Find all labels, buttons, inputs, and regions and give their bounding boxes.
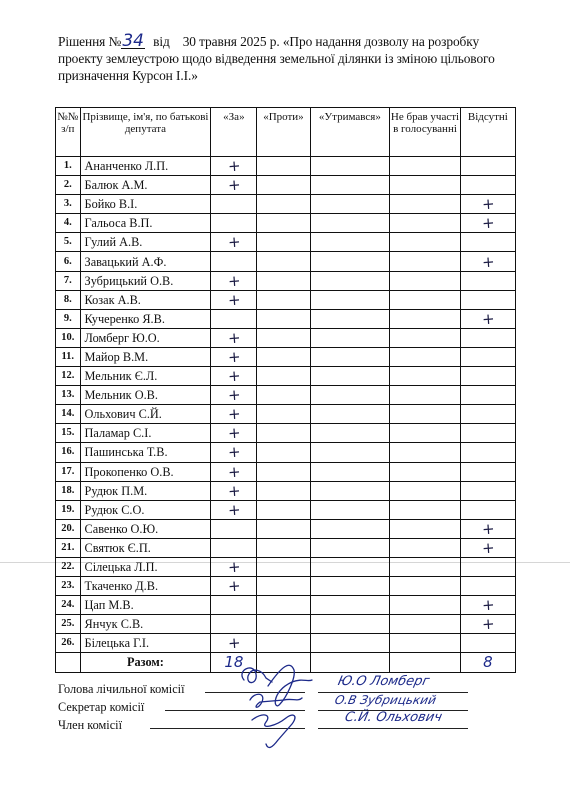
table-row xyxy=(56,271,516,290)
chair-label: Голова лічильної комісії xyxy=(58,682,185,696)
from-label: від xyxy=(153,34,170,49)
deputy-name: Ананченко Л.П. xyxy=(80,157,211,176)
row-number: 25. xyxy=(56,615,81,634)
vote-cell-not-voted xyxy=(390,481,461,500)
row-number: 17. xyxy=(56,462,81,481)
vote-cell-for xyxy=(211,557,257,576)
member-signature xyxy=(252,715,295,748)
vote-cell-absent xyxy=(460,328,515,347)
vote-cell-absent xyxy=(460,157,515,176)
row-number: 8. xyxy=(56,290,81,309)
vote-cell-not-voted xyxy=(390,443,461,462)
table-row xyxy=(56,634,516,653)
decision-title-part-1: «Про надання дозволу на розробку xyxy=(282,34,480,49)
deputy-name: Рудюк П.М. xyxy=(80,481,211,500)
table-row xyxy=(56,290,516,309)
vote-cell-absent xyxy=(460,290,515,309)
deputy-name: Пашинська Т.В. xyxy=(80,443,211,462)
vote-cell-against xyxy=(257,328,310,347)
vote-cell-absent xyxy=(460,577,515,596)
vote-mark: + xyxy=(226,443,241,462)
vote-cell-for xyxy=(211,519,257,538)
deputy-name: Мельник О.В. xyxy=(80,386,211,405)
row-number: 18. xyxy=(56,481,81,500)
vote-cell-against xyxy=(257,347,310,366)
member-name: С.Й. Ольхович xyxy=(343,710,444,725)
vote-cell-for xyxy=(211,424,257,443)
vote-mark: + xyxy=(480,309,495,329)
vote-cell-for xyxy=(211,176,257,195)
vote-cell-against xyxy=(257,233,310,252)
vote-cell-not-voted xyxy=(390,634,461,653)
col-header-not-voted: Не брав участі в голосуванні xyxy=(390,108,461,157)
vote-cell-absent xyxy=(460,271,515,290)
table-row xyxy=(56,519,516,538)
deputy-name: Сілецька Л.П. xyxy=(80,557,211,576)
vote-cell-for xyxy=(211,596,257,615)
deputy-name: Святюк Є.П. xyxy=(80,538,211,557)
table-row xyxy=(56,481,516,500)
vote-cell-abstain xyxy=(310,462,390,481)
vote-cell-against xyxy=(257,462,310,481)
vote-mark: + xyxy=(226,633,241,653)
row-number: 14. xyxy=(56,405,81,424)
table-row xyxy=(56,386,516,405)
deputy-name: Янчук С.В. xyxy=(80,615,211,634)
vote-cell-not-voted xyxy=(390,367,461,386)
vote-cell-not-voted xyxy=(390,500,461,519)
row-number: 24. xyxy=(56,596,81,615)
vote-cell-for xyxy=(211,462,257,481)
vote-cell-against xyxy=(257,596,310,615)
deputy-name: Цап М.В. xyxy=(80,596,211,615)
vote-cell-abstain xyxy=(310,347,390,366)
vote-cell-against xyxy=(257,309,310,328)
vote-cell-against xyxy=(257,252,310,271)
vote-cell-not-voted xyxy=(390,176,461,195)
heading-line-1 xyxy=(58,33,536,50)
vote-cell-not-voted xyxy=(390,577,461,596)
vote-cell-for xyxy=(211,634,257,653)
vote-cell-for xyxy=(211,347,257,366)
vote-cell-for xyxy=(211,577,257,596)
table-row xyxy=(56,577,516,596)
vote-cell-for xyxy=(211,481,257,500)
vote-cell-not-voted xyxy=(390,519,461,538)
vote-cell-absent xyxy=(460,443,515,462)
vote-cell-absent xyxy=(460,500,515,519)
vote-cell-abstain xyxy=(310,252,390,271)
vote-mark: + xyxy=(226,557,241,577)
vote-cell-not-voted xyxy=(390,233,461,252)
decision-date: 30 травня 2025 р. xyxy=(182,34,280,49)
deputy-name: Завацький А.Ф. xyxy=(80,252,211,271)
row-number: 12. xyxy=(56,367,81,386)
vote-cell-absent xyxy=(460,424,515,443)
vote-mark: + xyxy=(226,366,241,386)
signatures-image xyxy=(232,652,332,752)
row-number: 3. xyxy=(56,195,81,214)
vote-mark: + xyxy=(226,481,241,501)
table-row xyxy=(56,252,516,271)
vote-cell-absent xyxy=(460,481,515,500)
vote-cell-not-voted xyxy=(390,309,461,328)
row-number: 21. xyxy=(56,538,81,557)
vote-cell-not-voted xyxy=(390,195,461,214)
col-header-absent: Відсутні xyxy=(460,108,515,157)
row-number: 5. xyxy=(56,233,81,252)
vote-cell-against xyxy=(257,386,310,405)
vote-table xyxy=(55,107,516,673)
deputy-name: Козак А.В. xyxy=(80,290,211,309)
table-row xyxy=(56,424,516,443)
decision-number: 34 xyxy=(122,31,144,51)
vote-mark: + xyxy=(226,423,241,443)
vote-cell-abstain xyxy=(310,157,390,176)
vote-mark: + xyxy=(480,252,495,271)
deputy-name: Білецька Г.І. xyxy=(80,634,211,653)
col-header-no: №№ з/п xyxy=(56,108,81,157)
deputy-name: Ольхович С.Й. xyxy=(80,405,211,424)
vote-cell-abstain xyxy=(310,481,390,500)
row-number: 2. xyxy=(56,176,81,195)
col-header-name: Прізвище, ім'я, по батькові депутата xyxy=(80,108,211,157)
vote-mark: + xyxy=(480,194,495,214)
vote-cell-not-voted xyxy=(390,596,461,615)
vote-cell-for xyxy=(211,290,257,309)
row-number: 11. xyxy=(56,347,81,366)
vote-mark: + xyxy=(480,538,495,558)
vote-mark: + xyxy=(226,233,241,252)
vote-cell-absent xyxy=(460,596,515,615)
vote-cell-for xyxy=(211,309,257,328)
vote-cell-against xyxy=(257,443,310,462)
vote-mark: + xyxy=(226,500,241,520)
vote-cell-absent xyxy=(460,557,515,576)
vote-cell-abstain xyxy=(310,214,390,233)
vote-mark: + xyxy=(480,614,495,634)
chair-name: Ю.О Ломберг xyxy=(336,674,431,689)
vote-cell-absent xyxy=(460,252,515,271)
vote-cell-absent xyxy=(460,634,515,653)
row-number: 23. xyxy=(56,577,81,596)
decision-label: Рішення № xyxy=(58,34,122,49)
secretary-name: О.В Зубрицький xyxy=(333,693,438,707)
vote-mark: + xyxy=(226,404,241,424)
vote-cell-against xyxy=(257,538,310,557)
vote-cell-against xyxy=(257,405,310,424)
vote-cell-not-voted xyxy=(390,252,461,271)
vote-cell-abstain xyxy=(310,405,390,424)
vote-mark: + xyxy=(226,328,241,348)
vote-cell-absent xyxy=(460,519,515,538)
table-row xyxy=(56,538,516,557)
deputy-name: Рудюк С.О. xyxy=(80,500,211,519)
vote-cell-against xyxy=(257,157,310,176)
deputy-name: Балюк А.М. xyxy=(80,176,211,195)
vote-cell-abstain xyxy=(310,538,390,557)
col-header-against: «Проти» xyxy=(257,108,310,157)
vote-cell-against xyxy=(257,290,310,309)
row-number: 9. xyxy=(56,309,81,328)
vote-cell-abstain xyxy=(310,386,390,405)
vote-cell-absent xyxy=(460,386,515,405)
commission-block xyxy=(58,680,185,734)
vote-cell-absent xyxy=(460,615,515,634)
vote-mark: + xyxy=(480,213,495,233)
table-row xyxy=(56,309,516,328)
table-row xyxy=(56,405,516,424)
vote-cell-not-voted xyxy=(390,157,461,176)
row-number: 15. xyxy=(56,424,81,443)
vote-cell-for xyxy=(211,538,257,557)
table-row xyxy=(56,157,516,176)
vote-cell-not-voted xyxy=(390,347,461,366)
vote-mark: + xyxy=(226,156,241,176)
vote-cell-not-voted xyxy=(390,214,461,233)
vote-cell-for xyxy=(211,367,257,386)
member-label: Член комісії xyxy=(58,718,122,732)
vote-cell-not-voted xyxy=(390,424,461,443)
table-row xyxy=(56,443,516,462)
total-absent: 8 xyxy=(460,653,515,672)
col-header-abstain: «Утримався» xyxy=(310,108,390,157)
deputy-name: Паламар С.І. xyxy=(80,424,211,443)
vote-table-body xyxy=(56,157,516,653)
vote-cell-absent xyxy=(460,347,515,366)
row-number: 19. xyxy=(56,500,81,519)
deputy-name: Майор В.М. xyxy=(80,347,211,366)
vote-cell-abstain xyxy=(310,328,390,347)
vote-cell-against xyxy=(257,176,310,195)
vote-cell-absent xyxy=(460,214,515,233)
vote-cell-abstain xyxy=(310,500,390,519)
table-row xyxy=(56,214,516,233)
secretary-label: Секретар комісії xyxy=(58,700,145,714)
vote-cell-against xyxy=(257,271,310,290)
vote-cell-not-voted xyxy=(390,615,461,634)
vote-mark: + xyxy=(480,519,495,539)
vote-cell-for xyxy=(211,405,257,424)
vote-cell-against xyxy=(257,557,310,576)
chair-signature xyxy=(242,668,272,683)
vote-cell-abstain xyxy=(310,443,390,462)
vote-cell-abstain xyxy=(310,634,390,653)
table-row xyxy=(56,500,516,519)
table-row xyxy=(56,233,516,252)
deputy-name: Гулий А.В. xyxy=(80,233,211,252)
table-row xyxy=(56,176,516,195)
heading-line-3: призначення Курсон І.І.» xyxy=(58,68,198,83)
deputy-name: Савенко О.Ю. xyxy=(80,519,211,538)
table-row xyxy=(56,328,516,347)
vote-cell-absent xyxy=(460,309,515,328)
row-number: 7. xyxy=(56,271,81,290)
vote-cell-abstain xyxy=(310,176,390,195)
vote-cell-not-voted xyxy=(390,538,461,557)
vote-cell-abstain xyxy=(310,290,390,309)
deputy-name: Прокопенко О.В. xyxy=(80,462,211,481)
vote-cell-against xyxy=(257,634,310,653)
vote-cell-against xyxy=(257,519,310,538)
vote-cell-abstain xyxy=(310,615,390,634)
vote-cell-against xyxy=(257,481,310,500)
vote-cell-against xyxy=(257,214,310,233)
row-number: 20. xyxy=(56,519,81,538)
vote-cell-not-voted xyxy=(390,328,461,347)
vote-mark: + xyxy=(226,175,241,195)
deputy-name: Гальоса В.П. xyxy=(80,214,211,233)
deputy-name: Зубрицький О.В. xyxy=(80,271,211,290)
deputy-name: Мельник Є.Л. xyxy=(80,367,211,386)
vote-cell-for xyxy=(211,500,257,519)
vote-cell-for xyxy=(211,252,257,271)
vote-cell-for xyxy=(211,615,257,634)
vote-cell-against xyxy=(257,424,310,443)
total-for: 18 xyxy=(211,653,257,672)
vote-cell-absent xyxy=(460,405,515,424)
vote-cell-not-voted xyxy=(390,557,461,576)
vote-cell-not-voted xyxy=(390,462,461,481)
vote-cell-abstain xyxy=(310,519,390,538)
vote-cell-absent xyxy=(460,367,515,386)
vote-cell-not-voted xyxy=(390,405,461,424)
vote-cell-for xyxy=(211,328,257,347)
vote-cell-not-voted xyxy=(390,290,461,309)
vote-cell-abstain xyxy=(310,577,390,596)
vote-cell-for xyxy=(211,195,257,214)
vote-cell-absent xyxy=(460,233,515,252)
vote-cell-absent xyxy=(460,195,515,214)
table-row xyxy=(56,462,516,481)
vote-mark: + xyxy=(226,385,241,405)
vote-cell-not-voted xyxy=(390,271,461,290)
deputy-name: Бойко В.І. xyxy=(80,195,211,214)
vote-cell-abstain xyxy=(310,309,390,328)
vote-cell-abstain xyxy=(310,557,390,576)
table-row xyxy=(56,557,516,576)
vote-cell-against xyxy=(257,500,310,519)
vote-mark: + xyxy=(226,576,241,596)
vote-cell-abstain xyxy=(310,596,390,615)
vote-mark: + xyxy=(480,595,495,615)
table-row xyxy=(56,367,516,386)
vote-cell-not-voted xyxy=(390,386,461,405)
vote-cell-absent xyxy=(460,462,515,481)
vote-cell-abstain xyxy=(310,271,390,290)
vote-cell-absent xyxy=(460,176,515,195)
row-number: 13. xyxy=(56,386,81,405)
row-number: 22. xyxy=(56,557,81,576)
row-number: 4. xyxy=(56,214,81,233)
decision-heading xyxy=(58,33,536,84)
vote-cell-against xyxy=(257,615,310,634)
total-not-voted xyxy=(390,653,461,672)
vote-cell-against xyxy=(257,195,310,214)
vote-cell-for xyxy=(211,214,257,233)
deputy-name: Ломберг Ю.О. xyxy=(80,328,211,347)
vote-cell-against xyxy=(257,577,310,596)
total-no-cell xyxy=(56,653,81,672)
vote-cell-for xyxy=(211,443,257,462)
vote-cell-abstain xyxy=(310,424,390,443)
deputy-name: Ткаченко Д.В. xyxy=(80,577,211,596)
heading-line-2: проекту землеустрою щодо відведення земельної ділянки із зміною цільового xyxy=(58,51,495,66)
row-number: 6. xyxy=(56,252,81,271)
vote-cell-abstain xyxy=(310,195,390,214)
table-row xyxy=(56,596,516,615)
row-number: 1. xyxy=(56,157,81,176)
vote-cell-for xyxy=(211,233,257,252)
vote-cell-for xyxy=(211,271,257,290)
vote-mark: + xyxy=(226,271,241,291)
vote-cell-absent xyxy=(460,538,515,557)
table-row xyxy=(56,195,516,214)
col-header-for: «За» xyxy=(211,108,257,157)
row-number: 26. xyxy=(56,634,81,653)
table-row xyxy=(56,347,516,366)
deputy-name: Кучеренко Я.В. xyxy=(80,309,211,328)
total-label: Разом: xyxy=(80,653,211,672)
table-row xyxy=(56,615,516,634)
vote-cell-for xyxy=(211,157,257,176)
vote-cell-abstain xyxy=(310,233,390,252)
member-name-line xyxy=(318,728,468,729)
vote-cell-against xyxy=(257,367,310,386)
row-number: 10. xyxy=(56,328,81,347)
vote-table-header xyxy=(56,108,516,157)
vote-mark: + xyxy=(226,347,241,367)
row-number: 16. xyxy=(56,443,81,462)
vote-cell-for xyxy=(211,386,257,405)
vote-mark: + xyxy=(226,462,241,481)
vote-cell-abstain xyxy=(310,367,390,386)
vote-mark: + xyxy=(226,290,241,310)
